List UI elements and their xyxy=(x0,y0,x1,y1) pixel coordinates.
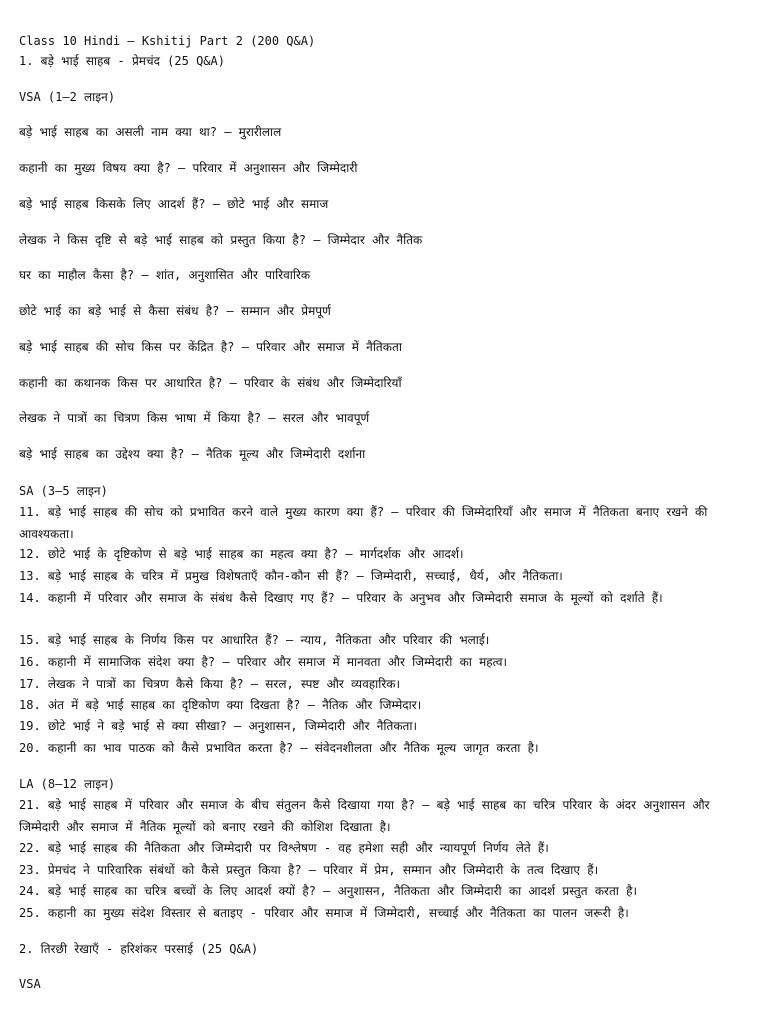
sa-question: 11. बड़े भाई साहब की सोच को प्रभावित करने वाले मुख्य कारण क्या हैं? – परिवार की जिम्मेदारियाँ और समाज में नैतिकता बनाए रखने की आवश्यकता। xyxy=(19,505,708,541)
sa-question: 12. छोटे भाई के दृष्टिकोण से बड़े भाई साहब का महत्व क्या है? – मार्गदर्शक और आदर्श। xyxy=(19,547,464,561)
sa-question: 19. छोटे भाई ने बड़े भाई से क्या सीखा? – अनुशासन, जिम्मेदारी और नैतिकता। xyxy=(19,719,418,733)
vsa-question: बड़े भाई साहब की सोच किस पर केंद्रित है? – परिवार और समाज में नैतिकता xyxy=(19,340,402,354)
la-heading: LA (8–12 लाइन) xyxy=(19,777,116,791)
chapter-2-vsa-heading: VSA xyxy=(19,977,41,991)
vsa-question: घर का माहौल कैसा है? – शांत, अनुशासित और पारिवारिक xyxy=(19,268,311,282)
la-question: 23. प्रेमचंद ने पारिवारिक संबंधों को कैसे प्रस्तुत किया है? – परिवार में प्रेम, सम्मान और जिम्मेदारी के तत्व दिखाए हैं। xyxy=(19,863,599,877)
chapter-2-heading: 2. तिरछी रेखाएँ - हरिशंकर परसाई (25 Q&A) xyxy=(19,942,259,956)
sa-question: 18. अंत में बड़े भाई साहब का दृष्टिकोण क्या दिखता है? – नैतिक और जिम्मेदार। xyxy=(19,698,422,712)
sa-question: 14. कहानी में परिवार और समाज के संबंध कैसे दिखाए गए हैं? – परिवार के अनुभव और जिम्मेदारी समाज के मूल्यों को दर्शाते हैं। xyxy=(19,591,663,605)
la-question: 25. कहानी का मुख्य संदेश विस्तार से बताइए - परिवार और समाज में जिम्मेदारी, सच्चाई और नैतिकता का पालन जरूरी है। xyxy=(19,906,629,920)
la-question: 21. बड़े भाई साहब में परिवार और समाज के बीच संतुलन कैसे दिखाया गया है? – बड़े भाई साहब का चरित्र परिवार के अंदर अनुशासन और जिम्मेदारी और समाज में नैतिक मूल्यों को बनाए रखने की कोशिश दिखाता है। xyxy=(19,798,710,834)
la-question: 22. बड़े भाई साहब की नैतिकता और जिम्मेदारी पर विश्लेषण - वह हमेशा सही और न्यायपूर्ण निर्णय लेते हैं। xyxy=(19,841,549,855)
vsa-heading: VSA (1–2 लाइन) xyxy=(19,90,116,104)
vsa-question: लेखक ने किस दृष्टि से बड़े भाई साहब को प्रस्तुत किया है? – जिम्मेदार और नैतिक xyxy=(19,233,423,247)
la-question: 24. बड़े भाई साहब का चरित्र बच्चों के लिए आदर्श क्यों है? – अनुशासन, नैतिकता और जिम्मेदारी का आदर्श प्रस्तुत करता है। xyxy=(19,884,638,898)
vsa-question: बड़े भाई साहब का असली नाम क्या था? – मुरारीलाल xyxy=(19,125,282,139)
vsa-question: लेखक ने पात्रों का चित्रण किस भाषा में किया है? – सरल और भावपूर्ण xyxy=(19,411,370,425)
vsa-question: कहानी का कथानक किस पर आधारित है? – परिवार के संबंध और जिम्मेदारियाँ xyxy=(19,376,402,390)
sa-question: 20. कहानी का भाव पाठक को कैसे प्रभावित करता है? – संवेदनशीलता और नैतिक मूल्य जागृत करता है। xyxy=(19,741,539,755)
sa-question: 15. बड़े भाई साहब के निर्णय किस पर आधारित हैं? – न्याय, नैतिकता और परिवार की भलाई। xyxy=(19,633,490,647)
document-title: Class 10 Hindi – Kshitij Part 2 (200 Q&A) xyxy=(19,34,316,48)
chapter-1-heading: 1. बड़े भाई साहब - प्रेमचंद (25 Q&A) xyxy=(19,54,225,68)
vsa-question: छोटे भाई का बड़े भाई से कैसा संबंध है? – सम्मान और प्रेमपूर्ण xyxy=(19,304,331,318)
sa-question: 17. लेखक ने पात्रों का चित्रण कैसे किया है? – सरल, स्पष्ट और व्यवहारिक। xyxy=(19,677,401,691)
vsa-question: बड़े भाई साहब किसके लिए आदर्श हैं? – छोटे भाई और समाज xyxy=(19,197,329,211)
sa-question: 16. कहानी में सामाजिक संदेश क्या है? – परिवार और समाज में मानवता और जिम्मेदारी का महत्व। xyxy=(19,655,508,669)
sa-heading: SA (3–5 लाइन) xyxy=(19,484,108,498)
sa-question: 13. बड़े भाई साहब के चरित्र में प्रमुख विशेषताएँ कौन-कौन सी हैं? – जिम्मेदारी, सच्चाई, धैर्य, और नैतिकता। xyxy=(19,569,563,583)
vsa-question: कहानी का मुख्य विषय क्या है? – परिवार में अनुशासन और जिम्मेदारी xyxy=(19,161,358,175)
vsa-question: बड़े भाई साहब का उद्देश्य क्या है? – नैतिक मूल्य और जिम्मेदारी दर्शाना xyxy=(19,447,366,461)
